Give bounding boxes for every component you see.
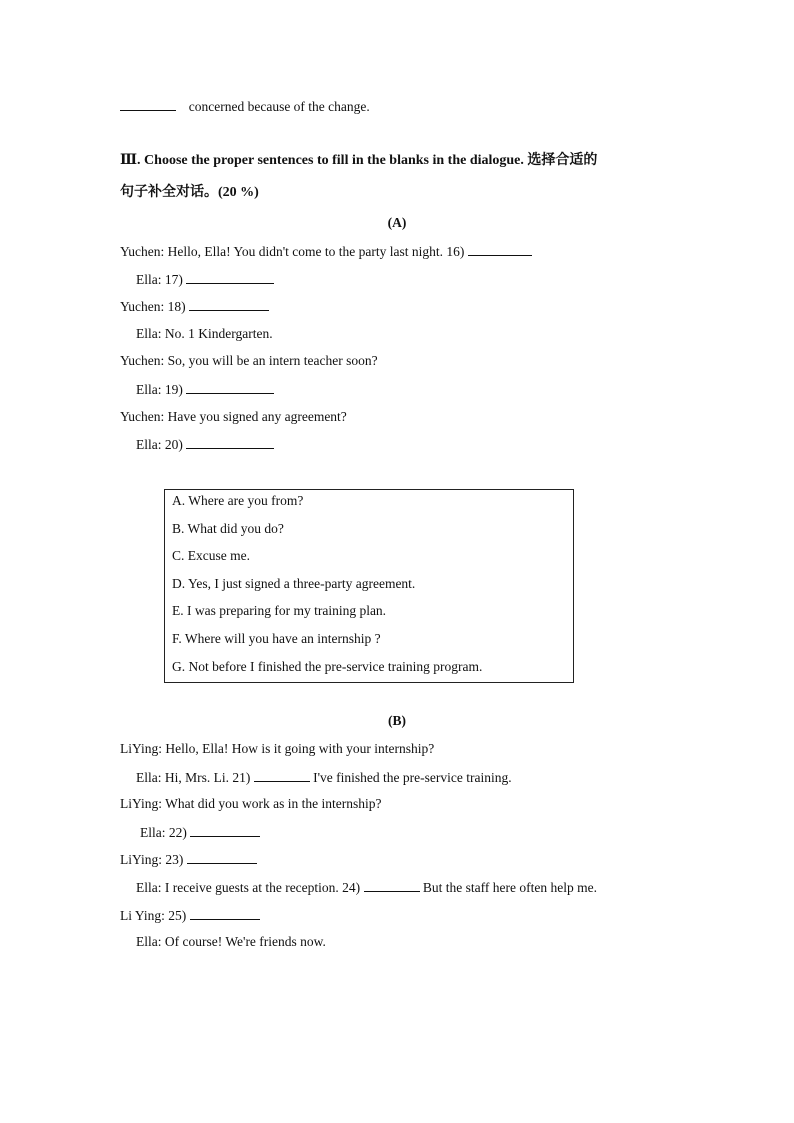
speaker: Ella: — [136, 382, 162, 397]
option-g: G. Not before I finished the pre-service training program. — [172, 659, 483, 674]
speaker: LiYing: — [120, 852, 163, 867]
option-d: D. Yes, I just signed a three-party agreement. — [172, 576, 416, 591]
utterance: Hi, Mrs. Li. 21) — [164, 770, 251, 785]
dialogue-a-line-2 — [136, 271, 274, 288]
option-f: F. Where will you have an internship ? — [172, 631, 381, 646]
speaker: Yuchen: — [120, 244, 165, 259]
answer-blank-23[interactable] — [187, 851, 257, 864]
speaker: LiYing: — [120, 741, 163, 756]
part-b-label: (B) — [388, 713, 406, 728]
utterance: Have you signed any agreement? — [167, 409, 347, 424]
speaker: Li Ying: — [120, 908, 165, 923]
dialogue-b-line-2 — [136, 769, 512, 786]
speaker: Ella: — [140, 825, 166, 840]
answer-blank-16[interactable] — [468, 243, 532, 256]
speaker: Ella: — [136, 272, 162, 287]
speaker: Ella: — [136, 934, 162, 949]
utterance: 25) — [168, 908, 187, 923]
utterance: 23) — [165, 852, 184, 867]
previous-question-text: concerned because of the change. — [188, 99, 370, 114]
utterance: 20) — [164, 437, 183, 452]
answer-blank[interactable] — [120, 98, 176, 111]
option-e: E. I was preparing for my training plan. — [172, 603, 387, 618]
dialogue-b-line-6 — [136, 879, 597, 896]
answer-blank-17[interactable] — [186, 271, 274, 284]
utterance-continued: I've finished the pre-service training. — [313, 770, 512, 785]
utterance: I receive guests at the reception. 24) — [164, 880, 361, 895]
utterance: 18) — [167, 299, 186, 314]
answer-blank-20[interactable] — [186, 436, 274, 449]
speaker: Yuchen: — [120, 409, 165, 424]
dialogue-b-line-4 — [140, 824, 260, 841]
dialogue-b-line-5 — [120, 851, 257, 868]
utterance: 19) — [164, 382, 183, 397]
speaker: Ella: — [136, 437, 162, 452]
dialogue-b-line-8 — [136, 934, 326, 950]
utterance: Of course! We're friends now. — [164, 934, 326, 949]
dialogue-a-line-1 — [120, 243, 532, 260]
utterance: Hello, Ella! How is it going with your internship? — [165, 741, 435, 756]
section-heading-line1: Ⅲ. Choose the proper sentences to fill in the blanks in the dialogue. 选择合适的 — [120, 153, 598, 168]
dialogue-a-line-7 — [120, 409, 347, 425]
speaker: Yuchen: — [120, 299, 165, 314]
part-a-label: (A) — [387, 215, 407, 230]
dialogue-b-line-1 — [120, 741, 434, 757]
dialogue-a-line-3 — [120, 298, 269, 315]
dialogue-b-line-7 — [120, 907, 260, 924]
speaker: Yuchen: — [120, 353, 165, 368]
option-a: A. Where are you from? — [172, 493, 304, 508]
utterance-continued: But the staff here often help me. — [422, 880, 597, 895]
utterance: What did you work as in the internship? — [165, 796, 382, 811]
answer-blank-24[interactable] — [364, 879, 420, 892]
speaker: LiYing: — [120, 796, 163, 811]
options-box — [164, 489, 574, 683]
answer-blank-25[interactable] — [190, 907, 260, 920]
answer-blank-22[interactable] — [190, 824, 260, 837]
option-b: B. What did you do? — [172, 521, 284, 536]
utterance: So, you will be an intern teacher soon? — [167, 353, 378, 368]
dialogue-b-line-3 — [120, 796, 382, 812]
utterance: No. 1 Kindergarten. — [164, 326, 273, 341]
previous-question-line — [120, 98, 370, 115]
dialogue-a-line-8 — [136, 436, 274, 453]
speaker: Ella: — [136, 326, 162, 341]
answer-blank-21[interactable] — [254, 769, 310, 782]
utterance: Hello, Ella! You didn't come to the party last night. 16) — [167, 244, 465, 259]
dialogue-a-line-4 — [136, 326, 273, 342]
speaker: Ella: — [136, 880, 162, 895]
option-c: C. Excuse me. — [172, 548, 250, 563]
section-heading-line2: 句子补全对话。(20 %) — [120, 185, 259, 200]
answer-blank-18[interactable] — [189, 298, 269, 311]
answer-blank-19[interactable] — [186, 381, 274, 394]
utterance: 17) — [164, 272, 183, 287]
dialogue-a-line-6 — [136, 381, 274, 398]
utterance: 22) — [168, 825, 187, 840]
speaker: Ella: — [136, 770, 162, 785]
dialogue-a-line-5 — [120, 353, 378, 369]
